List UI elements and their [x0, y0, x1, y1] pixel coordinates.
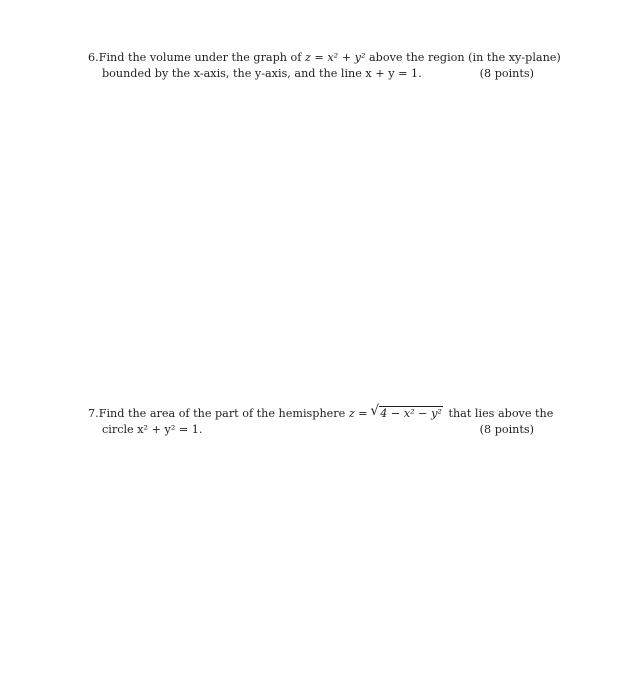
points-label: (8 points) [479, 67, 534, 80]
problem-6-line-2 [88, 66, 534, 82]
math-expression: z = x² + y² [304, 51, 366, 64]
problem-number: 6. [88, 51, 99, 64]
problem-text: circle x² + y² = 1. [102, 423, 203, 436]
problem-text: bounded by the x-axis, the y-axis, and the line x + y = 1. [102, 67, 422, 80]
square-root-icon [371, 406, 443, 422]
problem-7 [88, 406, 554, 438]
problem-text: Find the volume under the graph of [98, 51, 302, 64]
problem-6-line-1 [88, 50, 561, 66]
problem-text: that lies above the [448, 407, 554, 420]
problem-7-line-1 [88, 406, 554, 422]
math-expression: z = [348, 407, 368, 420]
problem-6 [88, 50, 561, 82]
points-label: (8 points) [479, 423, 534, 436]
radicand: 4 − x² − y² [380, 407, 442, 420]
problem-7-line-2 [88, 422, 534, 438]
problem-text: Find the area of the part of the hemisphere [98, 407, 346, 420]
problem-text: above the region (in the xy-plane) [369, 51, 561, 64]
problem-number: 7. [88, 407, 99, 420]
